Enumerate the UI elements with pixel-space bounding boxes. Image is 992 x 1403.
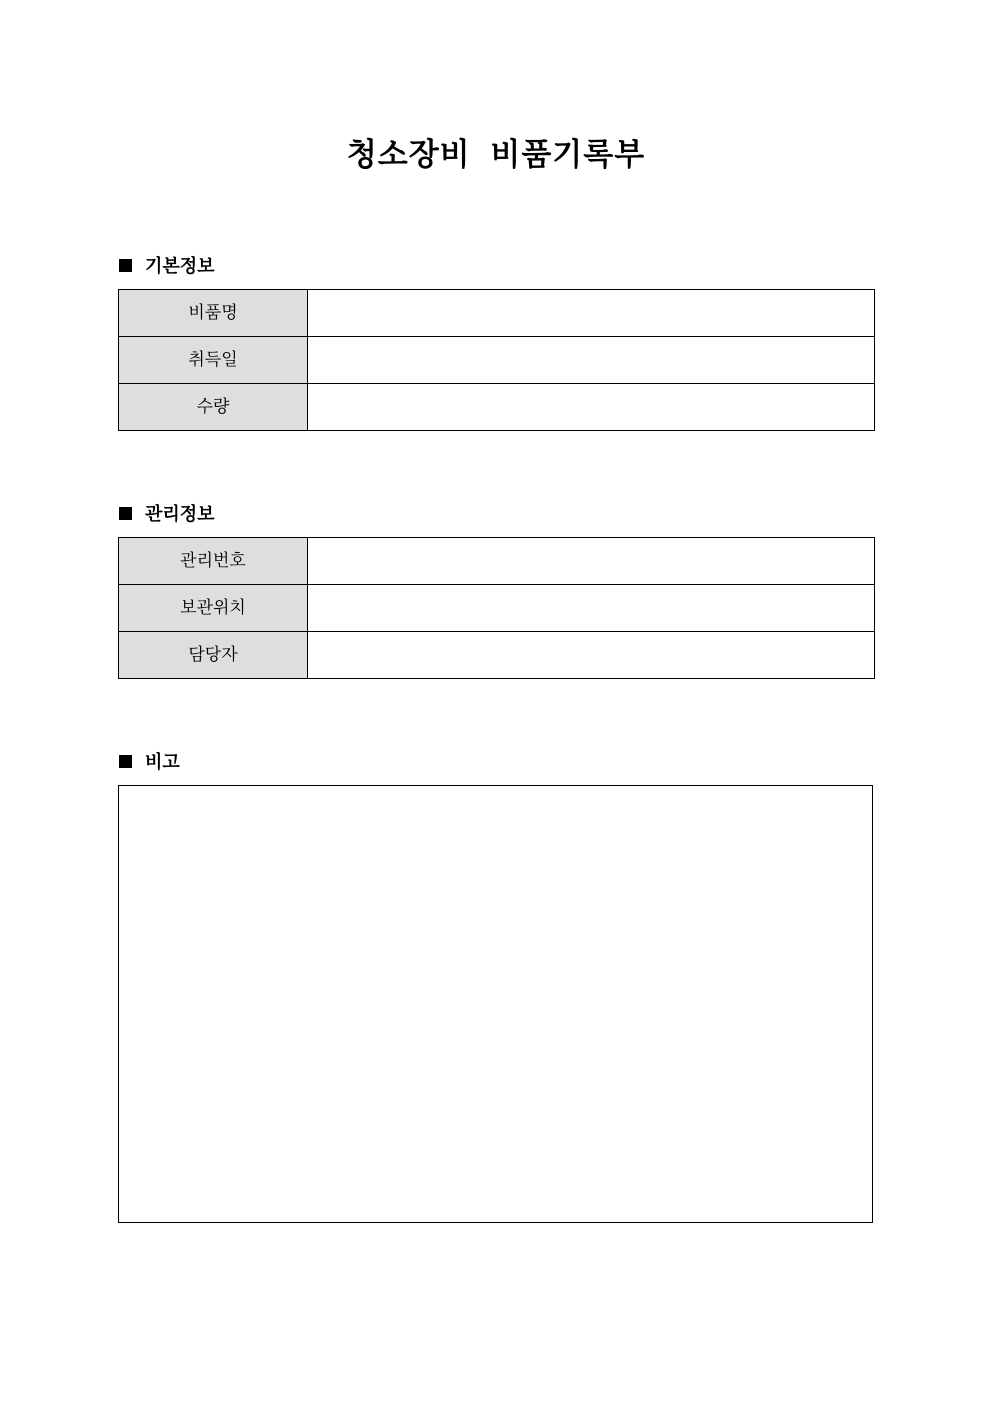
- quantity-label: 수량: [119, 384, 308, 431]
- basic-info-heading-label: 기본정보: [145, 256, 215, 277]
- remarks-heading: [119, 749, 180, 773]
- table-row: [119, 632, 875, 679]
- item-name-label: 비품명: [119, 290, 308, 337]
- acquisition-date-field[interactable]: [308, 337, 875, 384]
- table-row: [119, 384, 875, 431]
- remarks-field[interactable]: [118, 785, 873, 1223]
- management-info-heading: [119, 501, 215, 525]
- management-info-heading-label: 관리정보: [145, 504, 215, 525]
- item-name-field[interactable]: [308, 290, 875, 337]
- basic-info-heading: [119, 253, 215, 277]
- storage-location-label: 보관위치: [119, 585, 308, 632]
- manager-label: 담당자: [119, 632, 308, 679]
- table-row: [119, 290, 875, 337]
- basic-info-table: [118, 289, 875, 431]
- square-bullet-icon: [119, 755, 132, 768]
- square-bullet-icon: [119, 507, 132, 520]
- remarks-heading-label: 비고: [145, 752, 180, 773]
- acquisition-date-label: 취득일: [119, 337, 308, 384]
- management-number-field[interactable]: [308, 538, 875, 585]
- square-bullet-icon: [119, 259, 132, 272]
- management-info-table: [118, 537, 875, 679]
- table-row: [119, 538, 875, 585]
- table-row: [119, 585, 875, 632]
- manager-field[interactable]: [308, 632, 875, 679]
- document-title: 청소장비 비품기록부: [346, 137, 646, 173]
- quantity-field[interactable]: [308, 384, 875, 431]
- management-number-label: 관리번호: [119, 538, 308, 585]
- storage-location-field[interactable]: [308, 585, 875, 632]
- table-row: [119, 337, 875, 384]
